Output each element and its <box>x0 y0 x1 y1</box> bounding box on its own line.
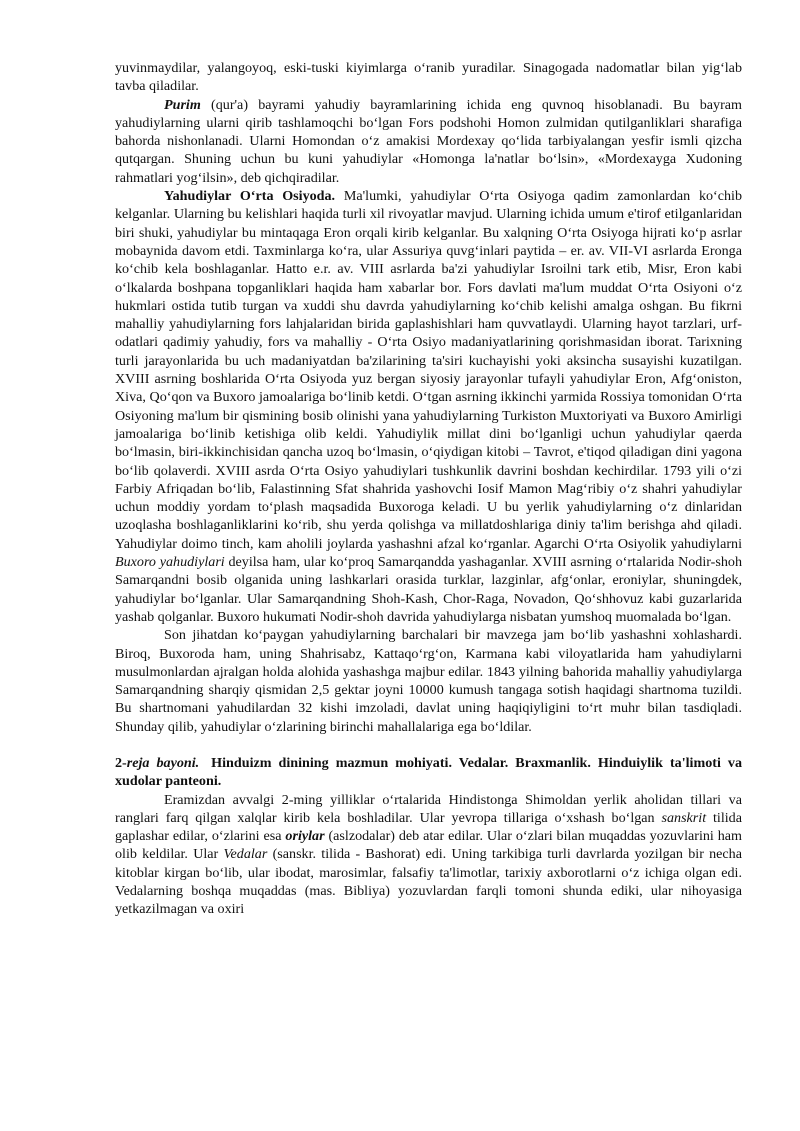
section-heading <box>115 754 742 791</box>
paragraph-purim <box>115 96 742 187</box>
heading-title: Hinduizm dinining mazmun mohiyati. Vedalar. Braxmanlik. Hinduiylik ta'limoti va xudolar panteoni. <box>115 754 742 790</box>
paragraph-purim-text: (qur'a) bayrami yahudiy bayramlarining ichida eng quvnoq hisoblanadi. Bu bayram yahudiylarning ularni qirib tashlamoqchi bo‘lgan Fors podshohi Homon zulmidan qutilganliklari sharafiga bahorda nishonlanadi. Ularni Homondan o‘z amakisi Mordexay qo‘lida tarbiyalangan yesfir ismli qizcha qutqargan. Shuning uchun bu kuni yahudiylar «Homonga la'natlar bo‘lsin», «Mordexayga Xudoning rahmatlari yog‘ilsin», deb qichqiradilar. <box>115 96 742 186</box>
paragraph-hinduism-text-a: Eramizdan avvalgi 2-ming yilliklar o‘rtalarida Hindistonga Shimoldan yerlik aholidan tillari va ranglari farq qilgan xalqlar kirib kela boshladilar. Ular yevropa tillariga o‘xshash bo‘lgan <box>115 791 742 826</box>
paragraph-hinduism-text-b: tilida gaplashar edilar, o‘zlarini esa <box>115 809 742 845</box>
term-sanskrit: sanskrit <box>661 809 707 826</box>
paragraph-continuation: yuvinmaydilar, yalangoyoq, eski-tuski kiyimlarga o‘ranib yuradilar. Sinagogada nadomatlar bilan yig‘lab tavba qiladilar. <box>115 60 742 95</box>
section-gap <box>115 736 742 754</box>
term-vedalar: Vedalar <box>223 846 268 863</box>
paragraph-central-asia <box>115 187 742 626</box>
paragraph-hinduism-text-d: (sanskr. tilida - Bashorat) edi. Uning tarkibiga turli davrlarda yozilgan bir necha kitoblar kirgan bo‘lib, ular ibodat, marosimlar, falsafiy ta'limotlar, tarixiy axborotlarni o‘z ichiga olgan edi. Vedalarning boshqa muqaddas (mas. Bibliya) yozuvlardan farqli tomoni shunda ediki, ular nihoyasiga yetkazilmagan va oxiri <box>115 846 742 918</box>
heading-lead: reja bayoni. <box>126 754 200 771</box>
term-purim: Purim <box>164 96 201 113</box>
paragraph-samarkand: Son jihatdan ko‘paygan yahudiylarning barchalari bir mavzega jam bo‘lib yashashni xohlashardi. Biroq, Buxoroda ham, uning Shahrisabz, Kattaqo‘rg‘on, Karmana kabi viloyatlarida ham yahudiylarni musulmonlardan ajralgan holda alohida yashashga majbur edilar. 1843 yilning bahorida mahalliy yahudiylarga Samarqandning sharqiy qismidan 2,5 gektar joyni 10000 kumush tangaga sotish haqidagi shartnoma tuzildi. Bu shartnomani yahudilardan 32 kishi imzoladi, davlat uning haqiqiyligini to‘rt muhr bilan tasdiqladi. Shunday qilib, yahudiylar o‘zlarining birinchi mahallalariga ega bo‘ldilar. <box>115 627 742 735</box>
term-central-asia: Yahudiylar O‘rta Osiyoda. <box>164 188 336 205</box>
paragraph-hinduism <box>115 791 742 919</box>
heading-number: 2- <box>115 754 127 771</box>
paragraph-hinduism-text-c: (aslzodalar) deb atar edilar. Ular o‘zlari bilan muqaddas yozuvlarini ham olib keldilar. Ular <box>115 828 743 863</box>
document-page <box>115 59 742 919</box>
term-bukhara-jews: Buxoro yahudiylari <box>115 554 225 571</box>
term-oriylar: oriylar <box>285 828 325 845</box>
paragraph-central-asia-text-1: Ma'lumki, yahudiylar O‘rta Osiyoga qadim zamonlardan ko‘chib kelganlar. Ularning bu kelishlari haqida turli xil rivoyatlar mavjud. Ularning ichida umum e'tirof etilganlaridan biri shuki, yahudiylar bu mintaqaga Eron orqali kirib kelganlar. Bu xalqning O‘rta Osiyoga hijrati ko‘p asrlar mobaynida davom etdi. Taxminlarga ko‘ra, ular Assuriya quvg‘inlari paytida – er. av. VII-VI asrlarda Eronga ko‘chib kela boshlaganlar. Hatto e.r. av. VIII asrlarda ba'zi yahudiylar Isroilni tark etib, Misr, Eron kabi o‘lkalarda boshpana topganliklari haqida ham xabarlar bor. Fors davlati ma'lum muddat O‘rta Osiyoni o‘z hukmlari ostida tutib turgan va xuddi shu davrda yahudiylarning ko‘chib kelishi amalga oshgan. Bu fikrni mahalliy yahudiylarning fors lahjalaridan birida gaplashishlari ham quvvatlaydi. Ularning hayot tarzlari, urf-odatlari qadimiy yahudiy, fors va mahalliy - O‘rta Osiyo madaniyatlarining qorishmasidan iborat. Tarixning turli jarayonlarida bu uch madaniyatdan ba'zilarining ta'siri kuchayishi yoki aksincha susayishi kuzatilgan. XVIII asrning boshlarida O‘rta Osiyoda yuz bergan siyosiy jarayonlar tufayli yahudiylar Eron, Afg‘oniston, Xiva, Qo‘qon va Buxoro jamoalariga bo‘linib ketdi. O‘tgan asrning ikkinchi yarmida Rossiya tomonidan O‘rta Osiyoning ma'lum bir qismining bosib olinishi yana yahudiylarning Turkiston Muxtoriyati va Buxoro Amirligi jamoalariga bo‘linib ketishiga olib keldi. Yahudiylik millat dini bo‘lganligi uchun yahudiylar qaerda bo‘lmasin, biri-ikkinchisidan qancha uzoq bo‘lmasin, o‘qiydigan kitobi – Tavrot, e'tiqod qiladigan dini yagona bo‘lib qolaverdi. XVIII asrda O‘rta Osiyo yahudiylari tushkunlik davrini boshdan kechirdilar. 1793 yili o‘zi Farbiy Afriqadan bo‘lib, Falastinning Sfat shahrida yashovchi Iosif Mamon Mag‘ribiy o‘z shahri yahudiylar uchun moddiy yordam to‘plash maqsadida Buxoroga keladi. U bu yerlik yahudiylarning o‘z dinlaridan uzoqlasha boshlaganliklarini ko‘rib, shu yerda qolishga va millatdoshlariga diniy ta'lim berishga ahd qiladi. Yahudiylar doimo tinch, kam aholili joylarda yashashni afzal ko‘rganlar. Agarchi O‘rta Osiyolik yahudiylarni <box>115 188 742 552</box>
paragraph-central-asia-text-2: deyilsa ham, ular ko‘proq Samarqandda yashaganlar. XVIII asrning o‘rtalarida Nodir-shoh Samarqandni bosib olganida uning lashkarlari orasida turklar, lazginlar, afg‘onlar, eroniylar, shuningdek, yahudiylar bo‘lganlar. Ular Samarqandning Shoh-Kash, Chor-Raga, Novadon, Qo‘shhovuz kabi guzarlarida yashab qolganlar. Buxoro hukumati Nodir-shoh davrida yahudiylarga nisbatan yumshoq muomalada bo‘lgan. <box>115 554 742 625</box>
